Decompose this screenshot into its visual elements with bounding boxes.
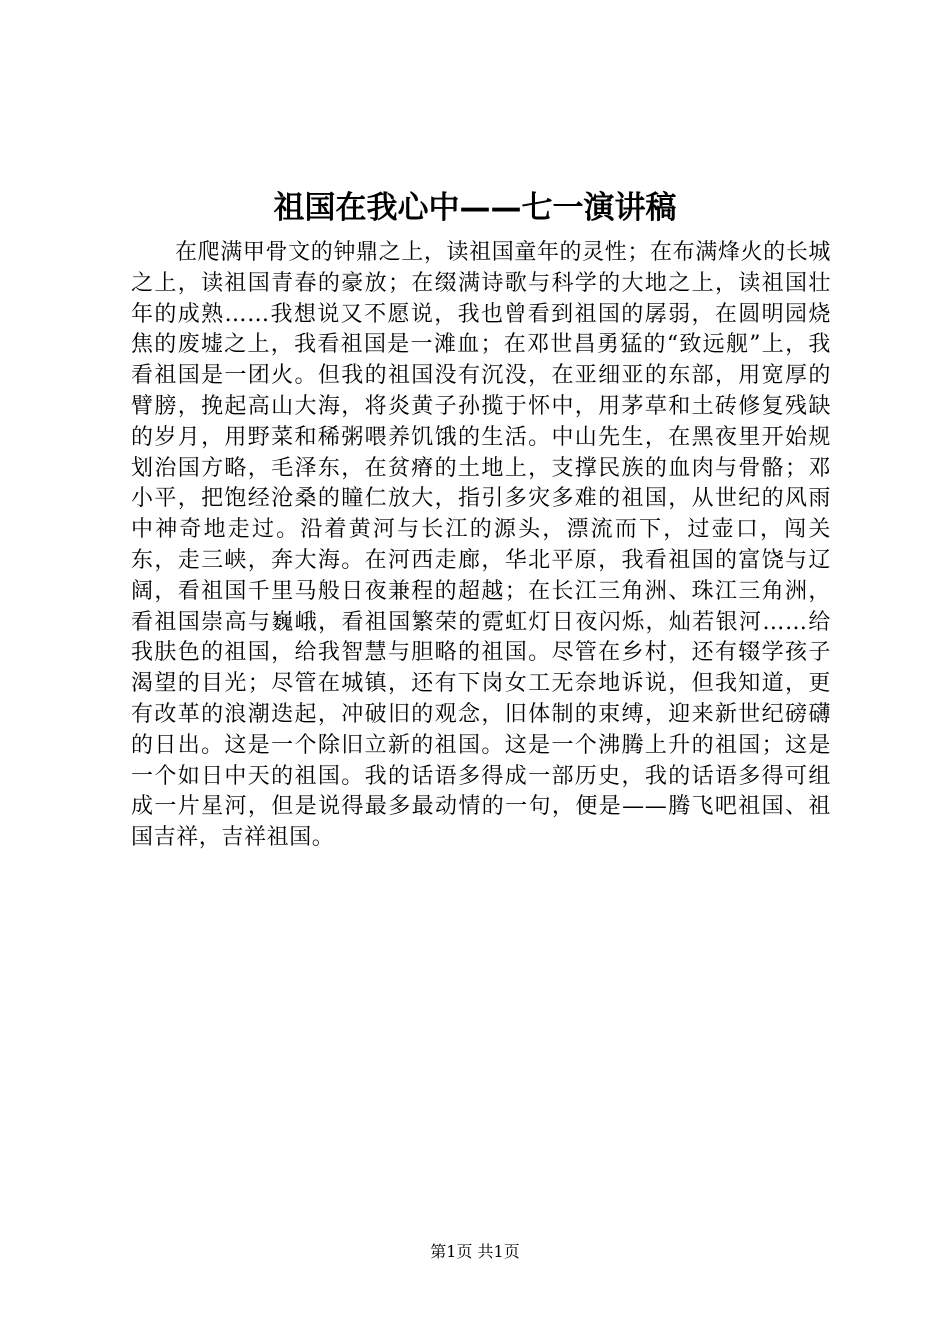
page-number-footer: 第1页 共1页 [430, 1242, 520, 1261]
document-title: 祖国在我心中——七一演讲稿 [273, 190, 677, 226]
body-paragraph: 在爬满甲骨文的钟鼎之上，读祖国童年的灵性；在布满烽火的长城之上，读祖国青春的豪放；在缀满诗歌与科学的大地之上，读祖国壮年的成熟……我想说又不愿说，我也曾看到祖国的孱弱，在圆明园烧焦的废墟之上，我看祖国是一滩血；在邓世昌勇猛的“致远舰”上，我看祖国是一团火。但我的祖国没有沉没，在亚细亚的东部，用宽厚的臂膀，挽起高山大海，将炎黄子孙揽于怀中，用茅草和土砖修复残缺的岁月，用野菜和稀粥喂养饥饿的生活。中山先生，在黑夜里开始规划治国方略，毛泽东，在贫瘠的土地上，支撑民族的血肉与骨骼；邓小平，把饱经沧桑的瞳仁放大，指引多灾多难的祖国，从世纪的风雨中神奇地走过。沿着黄河与长江的源头，漂流而下，过壶口，闯关东，走三峡，奔大海。在河西走廊，华北平原，我看祖国的富饶与辽阔，看祖国千里马般日夜兼程的超越；在长江三角洲、珠江三角洲，看祖国崇高与巍峨，看祖国繁荣的霓虹灯日夜闪烁，灿若银河……给我肤色的祖国，给我智慧与胆略的祖国。尽管在乡村，还有辍学孩子渴望的目光；尽管在城镇，还有下岗女工无奈地诉说，但我知道，更有改革的浪潮迭起，冲破旧的观念，旧体制的束缚，迎来新世纪磅礴的日出。这是一个除旧立新的祖国。这是一个沸腾上升的祖国；这是一个如日中天的祖国。我的话语多得成一部历史，我的话语多得可组成一片星河，但是说得最多最动情的一句，便是——腾飞吧祖国、祖国吉祥，吉祥祖国。 [131, 240, 831, 851]
